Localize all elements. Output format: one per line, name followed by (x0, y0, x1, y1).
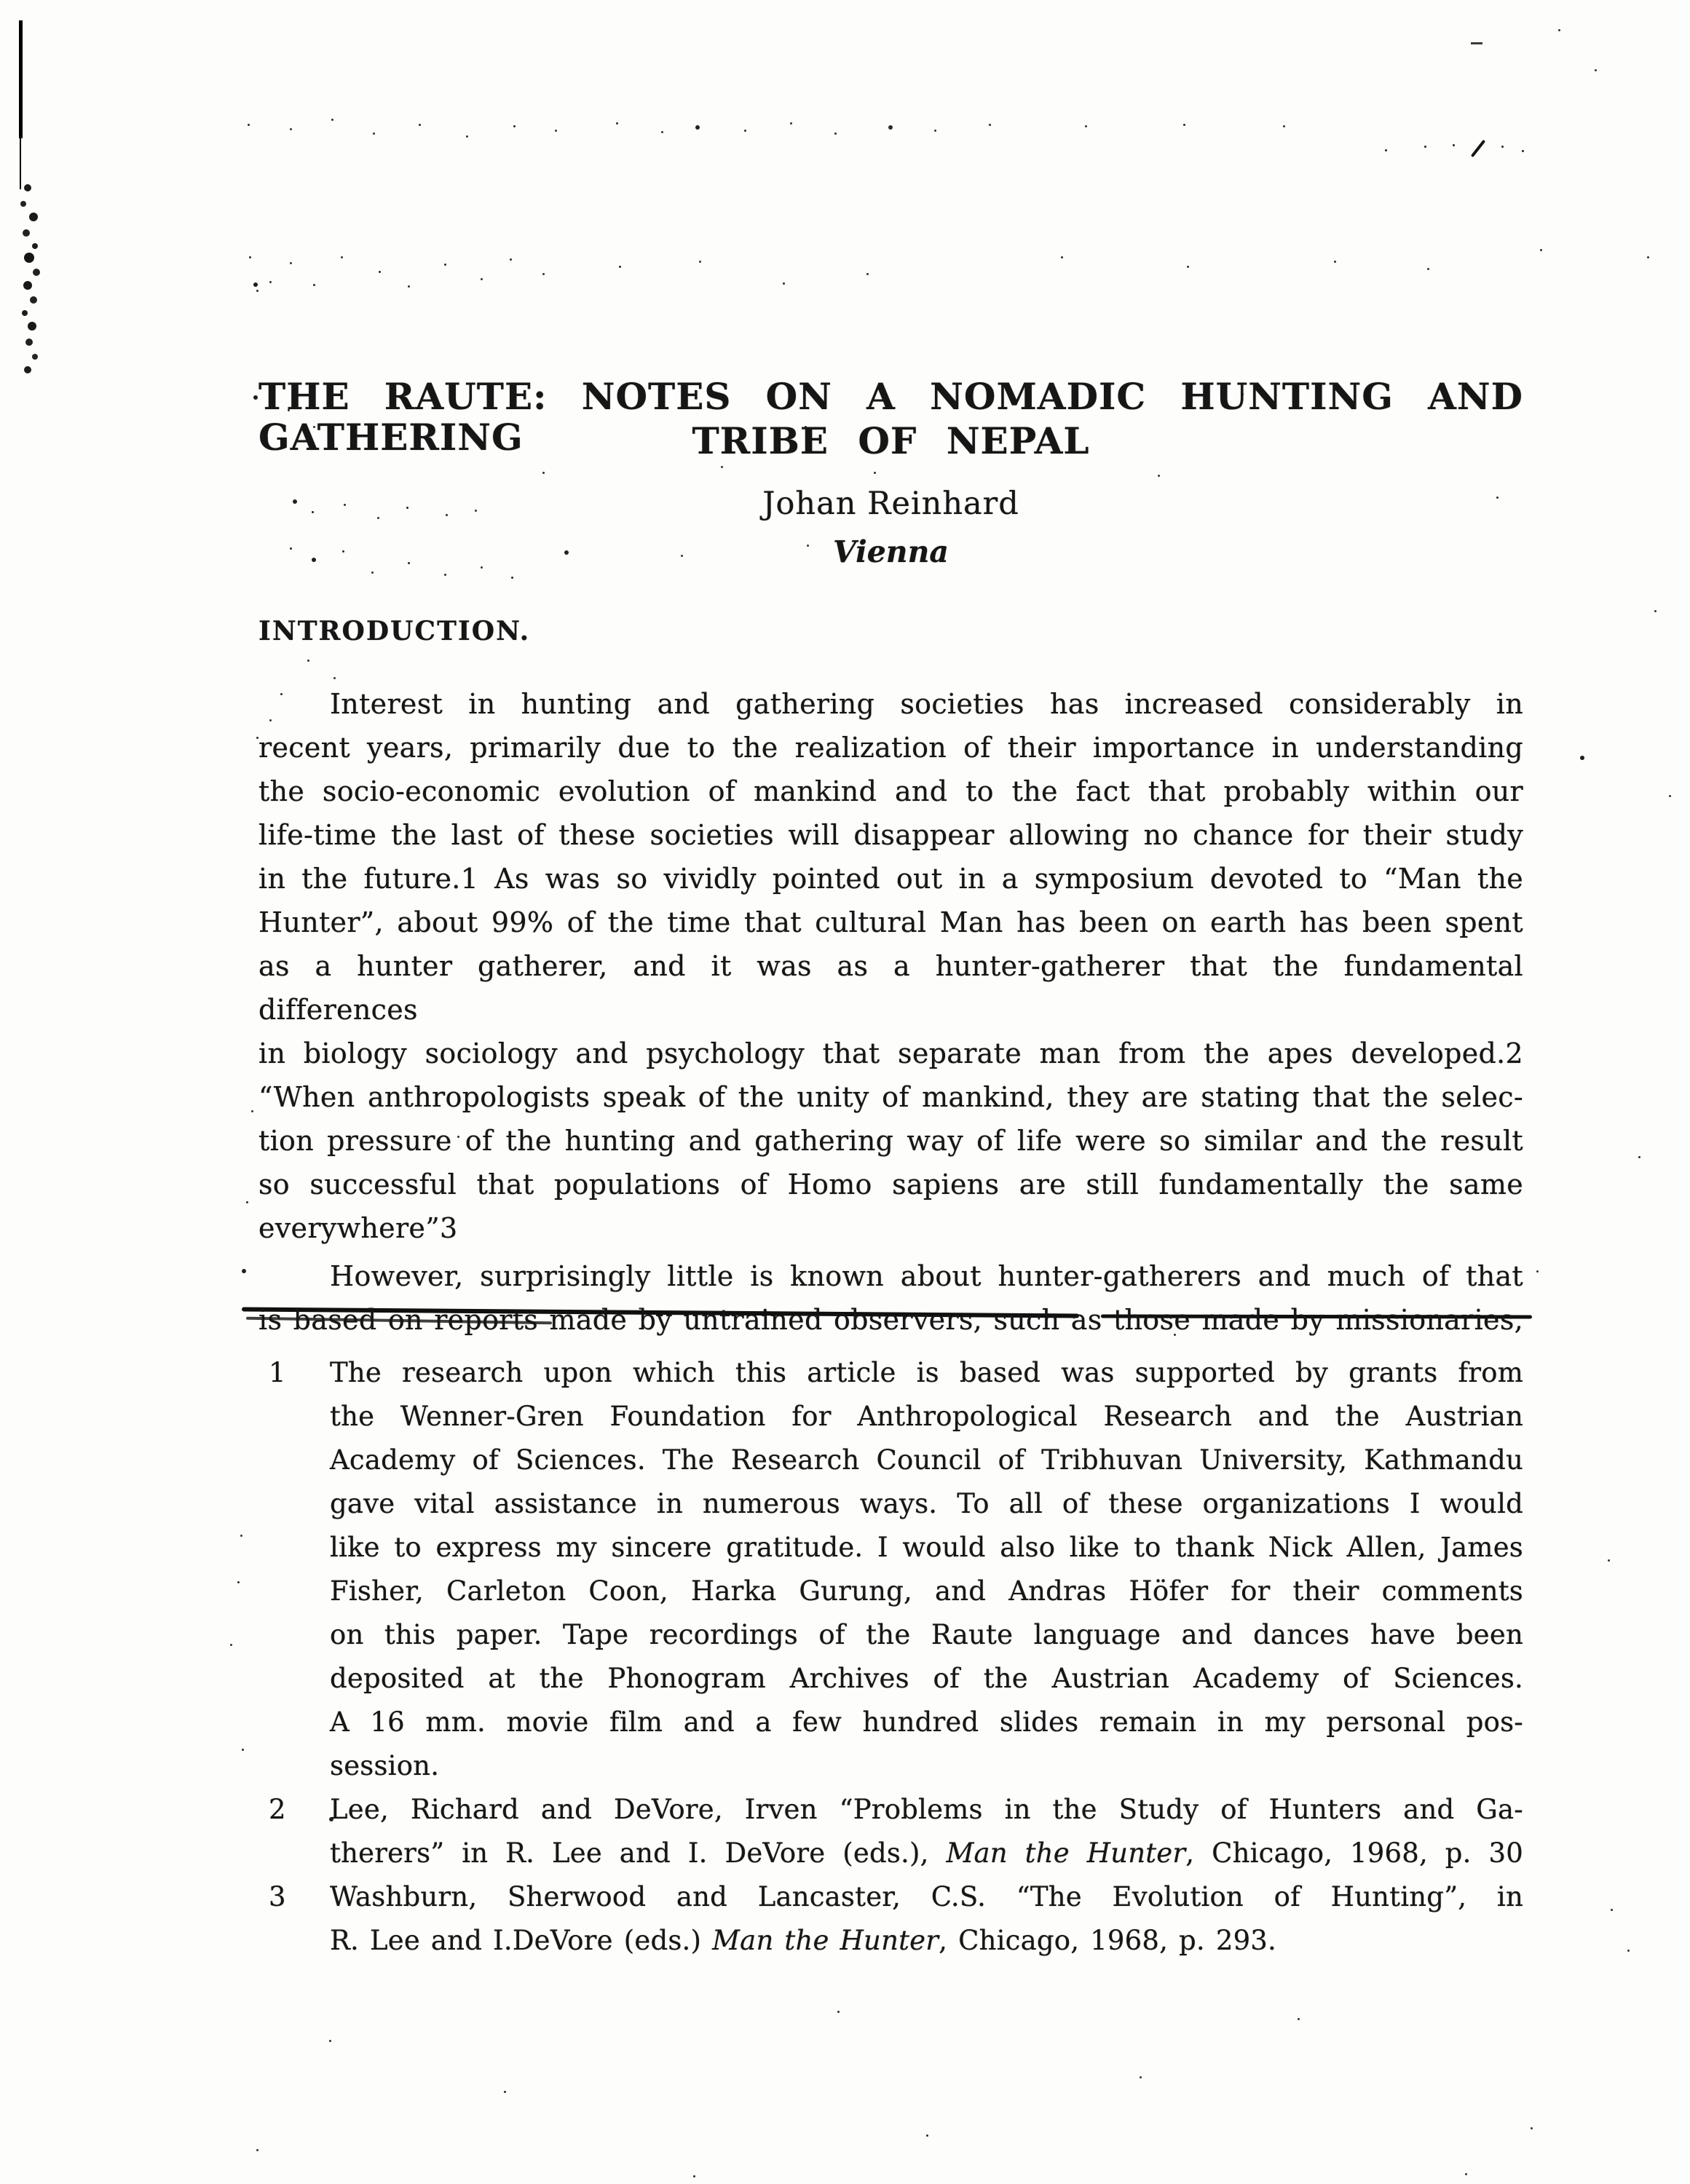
section-heading: INTRODUCTION. (258, 616, 531, 646)
text-line (258, 1163, 1523, 1206)
footnote-3-number: 3 (269, 1881, 286, 1912)
text-line (258, 1119, 1523, 1163)
text-segment: on this paper. Tape recordings of the Raute language and dances have been (330, 1619, 1523, 1650)
text-line (258, 1032, 1523, 1075)
text-line (330, 1832, 1523, 1875)
text-line (330, 1439, 1523, 1482)
text-segment: so successful that populations of Homo sapiens are still fundamentally the same (258, 1168, 1523, 1200)
text-line (258, 1206, 1523, 1250)
footnote-3-text (330, 1875, 1523, 1963)
text-line (330, 1919, 1523, 1963)
text-line (330, 1570, 1523, 1613)
body-text (258, 682, 1523, 1342)
author-affiliation: Vienna (833, 534, 949, 569)
text-line (330, 1657, 1523, 1701)
footnote-2-text (330, 1788, 1523, 1875)
text-line (258, 682, 1523, 726)
footnote-3 (258, 1875, 1523, 1963)
footnote-1 (258, 1351, 1523, 1788)
footnote-2 (258, 1788, 1523, 1875)
text-segment: The research upon which this article is based was supported by grants from (330, 1357, 1523, 1388)
text-segment: everywhere”3 (258, 1212, 458, 1244)
text-line (330, 1482, 1523, 1526)
text-line (258, 1254, 1523, 1298)
binding-mark (19, 20, 23, 138)
text-line (330, 1395, 1523, 1439)
text-line (330, 1701, 1523, 1744)
text-line (258, 769, 1523, 813)
text-segment: A 16 mm. movie film and a few hundred slides remain in my personal pos- (330, 1706, 1523, 1738)
paragraph-2 (258, 1254, 1523, 1342)
text-segment: , Chicago, 1968, p. 293. (939, 1925, 1277, 1956)
text-segment: Academy of Sciences. The Research Council of Tribhuvan University, Kathmandu (330, 1444, 1523, 1476)
footnotes (258, 1351, 1523, 1963)
text-segment: in the future.1 As was so vividly pointed out in a symposium devoted to “Man the (258, 863, 1523, 895)
text-segment: life-time the last of these societies will disappear allowing no chance for their study (258, 819, 1523, 851)
text-line (258, 944, 1523, 1032)
text-segment: the socio-economic evolution of mankind and to the fact that probably within our (258, 775, 1523, 807)
text-segment: Interest in hunting and gathering societies has increased considerably in (330, 688, 1523, 720)
footnote-2-number: 2 (269, 1794, 286, 1825)
text-segment: session. (330, 1750, 440, 1781)
text-line (258, 1298, 1523, 1342)
author-name: Johan Reinhard (762, 486, 1019, 522)
text-line (330, 1613, 1523, 1657)
text-segment: gave vital assistance in numerous ways. To all of these organizations I would (330, 1488, 1523, 1519)
text-segment: Fisher, Carleton Coon, Harka Gurung, and Andras Höfer for their comments (330, 1575, 1523, 1607)
text-segment: tion pressure of the hunting and gathering way of life were so similar and the result (258, 1125, 1523, 1157)
text-line (258, 726, 1523, 769)
text-segment: is based on reports made by untrained observers, such as those made by missionaries, (258, 1304, 1523, 1336)
text-segment: “When anthropologists speak of the unity of mankind, they are stating that the selec- (258, 1081, 1523, 1113)
text-segment: recent years, primarily due to the realization of their importance in understanding (258, 732, 1523, 764)
paper-title-line-2: TRIBE OF NEPAL (692, 419, 1090, 462)
footnote-1-number: 1 (269, 1357, 286, 1388)
scan-noise-medium (0, 0, 4, 4)
smudge-mark (20, 176, 26, 182)
paragraph-1 (258, 682, 1523, 1250)
text-line (330, 1744, 1523, 1788)
text-segment: Lee, Richard and DeVore, Irven “Problems in the Study of Hunters and Ga- (330, 1794, 1523, 1825)
text-segment: like to express my sincere gratitude. I would also like to thank Nick Allen, James (330, 1532, 1523, 1563)
text-line (330, 1788, 1523, 1832)
text-segment: in biology sociology and psychology that separate man from the apes developed.2 (258, 1037, 1523, 1069)
text-segment: , Chicago, 1968, p. 30 (1185, 1837, 1523, 1869)
text-line (330, 1526, 1523, 1570)
paper-title-line-1: THE RAUTE: NOTES ON A NOMADIC HUNTING AND GATHERING (258, 375, 1523, 459)
text-line (258, 1075, 1523, 1119)
italic-text: Man the Hunter (946, 1837, 1186, 1869)
text-line (330, 1875, 1523, 1919)
text-segment: deposited at the Phonogram Archives of the Austrian Academy of Sciences. (330, 1663, 1523, 1694)
text-segment: Hunter”, about 99% of the time that cultural Man has been on earth has been spent (258, 906, 1523, 938)
italic-text: Man the Hunter (712, 1925, 939, 1956)
text-line (330, 1351, 1523, 1395)
text-segment: as a hunter gatherer, and it was as a hunter-gatherer that the fundamental differences (258, 950, 1523, 1026)
stray-stroke (1471, 140, 1485, 158)
text-segment: the Wenner-Gren Foundation for Anthropological Research and the Austrian (330, 1401, 1523, 1432)
text-line (258, 857, 1523, 901)
text-segment: Washburn, Sherwood and Lancaster, C.S. “The Evolution of Hunting”, in (330, 1881, 1523, 1912)
footnote-1-text (330, 1351, 1523, 1788)
text-line (258, 813, 1523, 857)
text-segment: therers” in R. Lee and I. DeVore (eds.), (330, 1837, 947, 1869)
text-segment: However, surprisingly little is known about hunter-gatherers and much of that (330, 1260, 1523, 1292)
text-line (258, 901, 1523, 944)
stray-dash (1471, 42, 1482, 44)
text-segment: R. Lee and I.DeVore (eds.) (330, 1925, 713, 1956)
